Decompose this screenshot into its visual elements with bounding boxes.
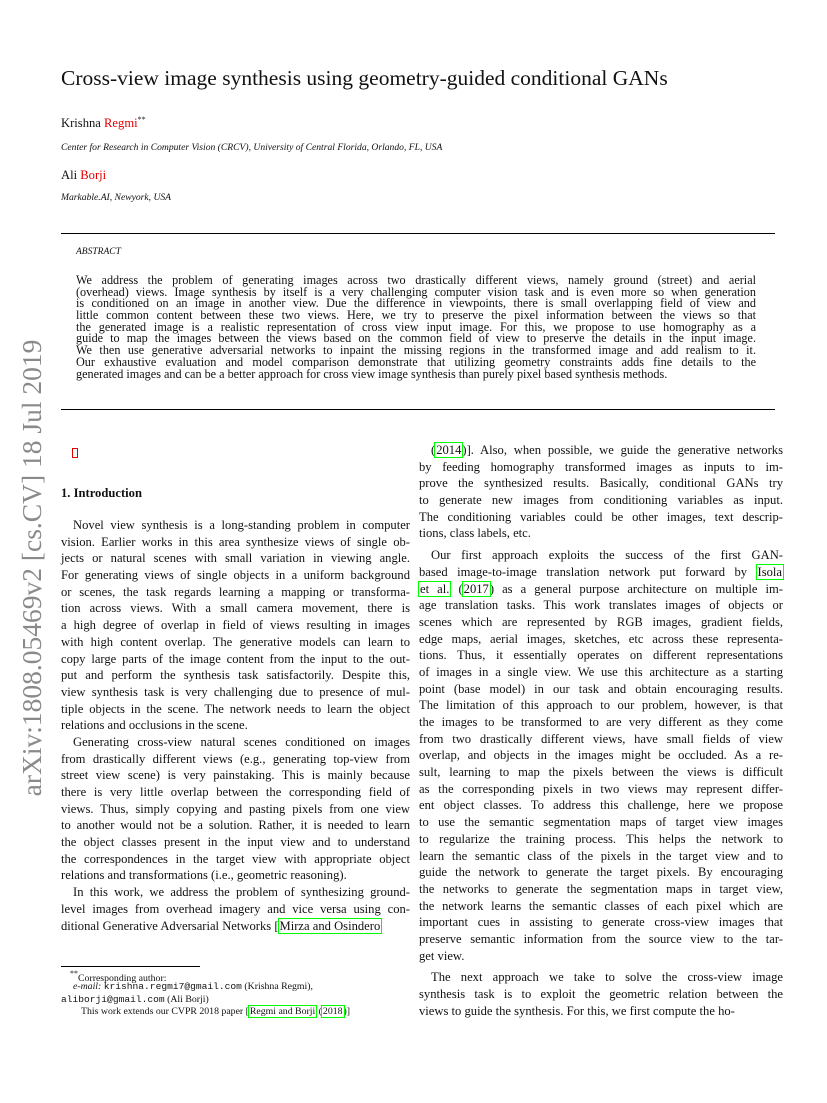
text-segment: copy large parts of the image content from the input to the out- [61,651,410,666]
text-line [419,848,783,865]
text-line [419,969,783,986]
author-first-name: Krishna [61,116,105,130]
text-segment: from two drastically different views, have small fields of view [419,731,783,746]
text-line [61,534,410,551]
abstract-heading: ABSTRACT [76,247,121,257]
text-segment: Novel view synthesis is a long-standing problem in computer [73,518,410,532]
text-line [61,550,410,567]
text-segment: tiple objects in the scene. The network needs to learn the object [61,701,410,716]
text-line [419,986,783,1003]
text-line [61,884,410,901]
text-line [419,459,783,476]
text-line [61,651,410,668]
text-segment: point (base model) in our task and obtain encouraging results. [419,681,783,696]
email-label: e-mail: [73,980,102,992]
citation-link[interactable]: et al. [420,581,450,596]
text-line [419,597,783,614]
left-column [61,517,410,934]
text-segment: In this work, we address the problem of synthesizing ground- [73,885,410,900]
text-line [419,475,783,492]
text-segment: the networks to generate the segmentation maps in target view, [419,881,783,896]
text-line [419,631,783,648]
text-line [419,647,783,664]
text-segment: from drastically different views (e.g., generating top-view from [61,751,410,766]
email-link[interactable]: krishna.regmi7@gmail.com [103,980,242,992]
footnote-text: Corresponding author: [78,973,167,984]
text-segment: by feeding homography transformed images as inputs to im- [419,459,783,474]
arxiv-stamp: arXiv:1808.05469v2 [cs.CV] 18 Jul 2019 [16,339,47,797]
text-segment: edge maps, aerial images, sketches, etc across these representa- [419,631,783,646]
text-line [61,617,410,634]
footnote-mark[interactable]: ** [137,115,146,124]
text-line [419,747,783,764]
text-segment: ent object classes. To address this challenge, here we propose [419,798,783,813]
text-segment: scenes which are represented by RGB images, gradient fields, [419,614,783,629]
text-segment: ) as a general purpose architecture on multiple im- [489,581,784,596]
text-segment: Our first approach exploits the success of the first GAN- [431,548,783,563]
citation-link[interactable]: 2014 [436,443,462,457]
text-segment: street view scene) is very painstaking. This is mainly because [61,768,410,783]
footnote-rule [61,966,200,967]
text-segment: The conditioning variables could be other images, text descrip- [419,509,783,524]
abstract-line: the generated image is a realistic representation of cross view input image. For this, we propose to use homography as a [76,319,756,334]
text-line [419,697,783,714]
text-line [61,684,410,701]
text-line [61,784,410,801]
text-segment: based image-to-image translation network put forward by [419,564,757,579]
text-segment: ( [450,581,463,596]
right-column [419,442,783,1019]
citation-link[interactable]: Mirza and Osindero [279,918,381,933]
text-segment: synthesis task is to exploit the geometric relation between the [419,987,783,1001]
author-link[interactable]: Regmi [104,116,138,130]
author-first-name: Ali [61,168,81,182]
text-segment: the images to be transformed to are very different as they come [419,715,783,729]
text-segment: tion across views. With a small camera movement, there is [61,601,410,616]
author-1-affiliation: Center for Research in Computer Vision (CRCV), University of Central Florida, Orlando, FL, USA [61,142,443,153]
text-segment: preserve semantic information from the source view to the tar- [419,931,783,946]
footnote-text: (Ali Borji) [164,993,209,1005]
text-line [419,864,783,881]
text-segment: vision. Earlier works in this area synthesize views of single ob- [61,534,410,549]
footnotes [61,968,411,1019]
citation-link[interactable]: Regmi and Borji [249,1006,316,1018]
section-heading: 1. Introduction [61,486,142,500]
text-line [61,667,410,684]
divider [61,409,775,410]
text-segment: views to guide the synthesis. For this, we first compute the ho- [419,1003,735,1018]
text-line [419,731,783,748]
text-line [419,764,783,781]
text-line [61,734,410,751]
paper-title: Cross-view image synthesis using geometry-guided conditional GANs [61,66,668,90]
footnote-mark: ** [70,969,78,978]
divider [61,233,775,234]
text-segment: important cues in assisting to generate cross-view images that [419,915,783,930]
footnote-text: (Krishna Regmi), [241,980,313,992]
text-segment: to regularize the training process. This helps the network to [419,831,783,846]
text-segment: age translation tasks. This work translates images of objects or [419,598,783,613]
text-line [419,1003,783,1020]
abstract-line: (overhead) views. Image synthesis by itself is a very challenging computer vision task and is even more so when generation [76,284,756,299]
anchor-link-box[interactable] [72,448,78,458]
text-line [419,797,783,814]
text-segment: tions. Thus, it essentially operates on different representations [419,648,783,663]
text-line [419,564,783,581]
abstract-line: Our exhaustive evaluation and model comparison demonstrate that utilizing geometry constraints adds fine details to the [76,354,756,369]
text-line [61,867,410,884]
text-segment: overlap, and objects in the images might be occluded. As a re- [419,748,783,763]
text-line [419,914,783,931]
text-line [419,814,783,831]
text-line [61,834,410,851]
abstract-line: We then use generative adversarial networks to inpaint the missing regions in the transformed image and add realism to it. [76,343,756,358]
text-segment: the network learns the semantic classes of each pixel which are [419,898,783,913]
text-line [419,509,783,526]
text-line [419,614,783,631]
text-segment: sult, learning to map the pixels between the views is difficult [419,765,783,780]
text-segment: there is very little overlap between the corresponding field of [61,785,410,799]
text-segment: prove the synthesized results. Basically, conditional GANs try [419,476,783,491]
text-line [61,634,410,651]
text-line [419,781,783,798]
text-segment: For generating views of single objects in a uniform background [61,568,410,583]
text-segment: put and perform the synthesis task satisfactorily. Despite this, [61,668,410,683]
text-segment: level images from overhead imagery and vice versa using con- [61,901,410,916]
text-segment: to use the semantic segmentation maps of target view images [419,815,783,830]
text-segment: relations and transformations (i.e., geometric reasoning). [61,868,347,883]
text-segment: relations and occlusions in the scene. [61,718,248,733]
text-segment: of images in a single view. We use this architecture as a starting [419,664,783,679]
footnote-text: ( [316,1006,322,1018]
text-line [419,681,783,698]
text-segment: view synthesis task is very challenging due to presence of mul- [61,684,410,699]
text-segment: jects or natural scenes with small variation in viewing angle. [61,551,410,566]
text-segment: guide the network to generate the target pixels. By encouraging [419,865,783,880]
text-segment: ditional Generative Adversarial Networks [ [61,918,279,933]
text-segment: ( [431,443,436,457]
text-segment: )]. Also, when possible, we guide the generative networks [462,443,783,457]
text-line [419,881,783,898]
author-2-affiliation: Markable.AI, Newyork, USA [61,192,172,203]
text-line [61,701,410,718]
footnote-text: )] [343,1006,351,1018]
text-line [419,948,783,965]
text-segment: the correspondences in the target view with appropriate object [61,851,410,866]
text-segment: a high degree of overlap in field of views resulting in images [61,618,410,633]
text-line [61,851,410,868]
text-segment: to generate new images from conditioning variables as input. [419,493,783,508]
text-line [419,664,783,681]
text-line [61,717,410,734]
text-segment: to another would not be a solution. Rather, it is needed to learn [61,818,410,833]
text-segment: views. Thus, simply copying and pasting pixels from one view [61,801,410,816]
text-line [61,901,410,918]
text-line [419,442,783,459]
author-link[interactable]: Borji [80,168,107,182]
text-segment: as the corresponding pixels in two views may represent differ- [419,781,783,796]
text-line [61,600,410,617]
text-segment: the object classes present in the input view and to understand [61,835,410,850]
citation-link[interactable]: 2018 [322,1006,343,1018]
text-line [61,801,410,818]
text-line [419,581,783,598]
text-segment: with high content overlap. The generative models can learn to [61,634,410,649]
text-segment: The limitation of this approach to our problem, however, is that [419,698,783,713]
text-line [61,751,410,768]
author-2 [61,168,106,183]
citation-link[interactable]: 2017 [463,581,489,596]
text-line [61,918,410,935]
text-line [61,584,410,601]
footnote-text: This work extends our CVPR 2018 paper [ [81,1006,249,1018]
abstract-line: little common content between these two views. Here, we try to preserve the pixel information between the views so that [76,308,756,323]
abstract-line: is conditioned on an image in another view. Due the difference in viewpoints, there is small overlapping field of view and [76,296,756,311]
text-line [61,567,410,584]
text-line [419,492,783,509]
text-line [419,547,783,564]
text-segment: get view. [419,948,465,963]
text-segment: Generating cross-view natural scenes conditioned on images [73,734,410,749]
abstract-line: generated images and can be a better approach for cross view image synthesis than purely pixel based synthesis methods. [76,366,668,381]
text-line [61,817,410,834]
text-line [419,714,783,731]
text-segment: or scenes, the task regards learning a mapping or transforma- [61,584,410,599]
email-link[interactable]: aliborji@gmail.com [61,993,165,1005]
text-line [419,898,783,915]
abstract-line: guide to map the images between the views based on the common field of view to preserve the details in the input image. [76,331,756,346]
citation-link[interactable]: Isola [757,564,782,579]
text-segment: tions, class labels, etc. [419,526,531,541]
text-segment: learn the semantic class of the pixels in the target view and to [419,848,783,863]
abstract [76,275,756,380]
text-line [419,525,783,542]
text-line [61,517,410,534]
text-line [419,831,783,848]
text-line [419,931,783,948]
text-segment: The next approach we take to solve the cross-view image [431,970,783,985]
text-line [61,767,410,784]
abstract-line: We address the problem of generating images across two drastically different views, namely ground (street) and aerial [76,273,756,287]
author-1 [61,115,146,131]
